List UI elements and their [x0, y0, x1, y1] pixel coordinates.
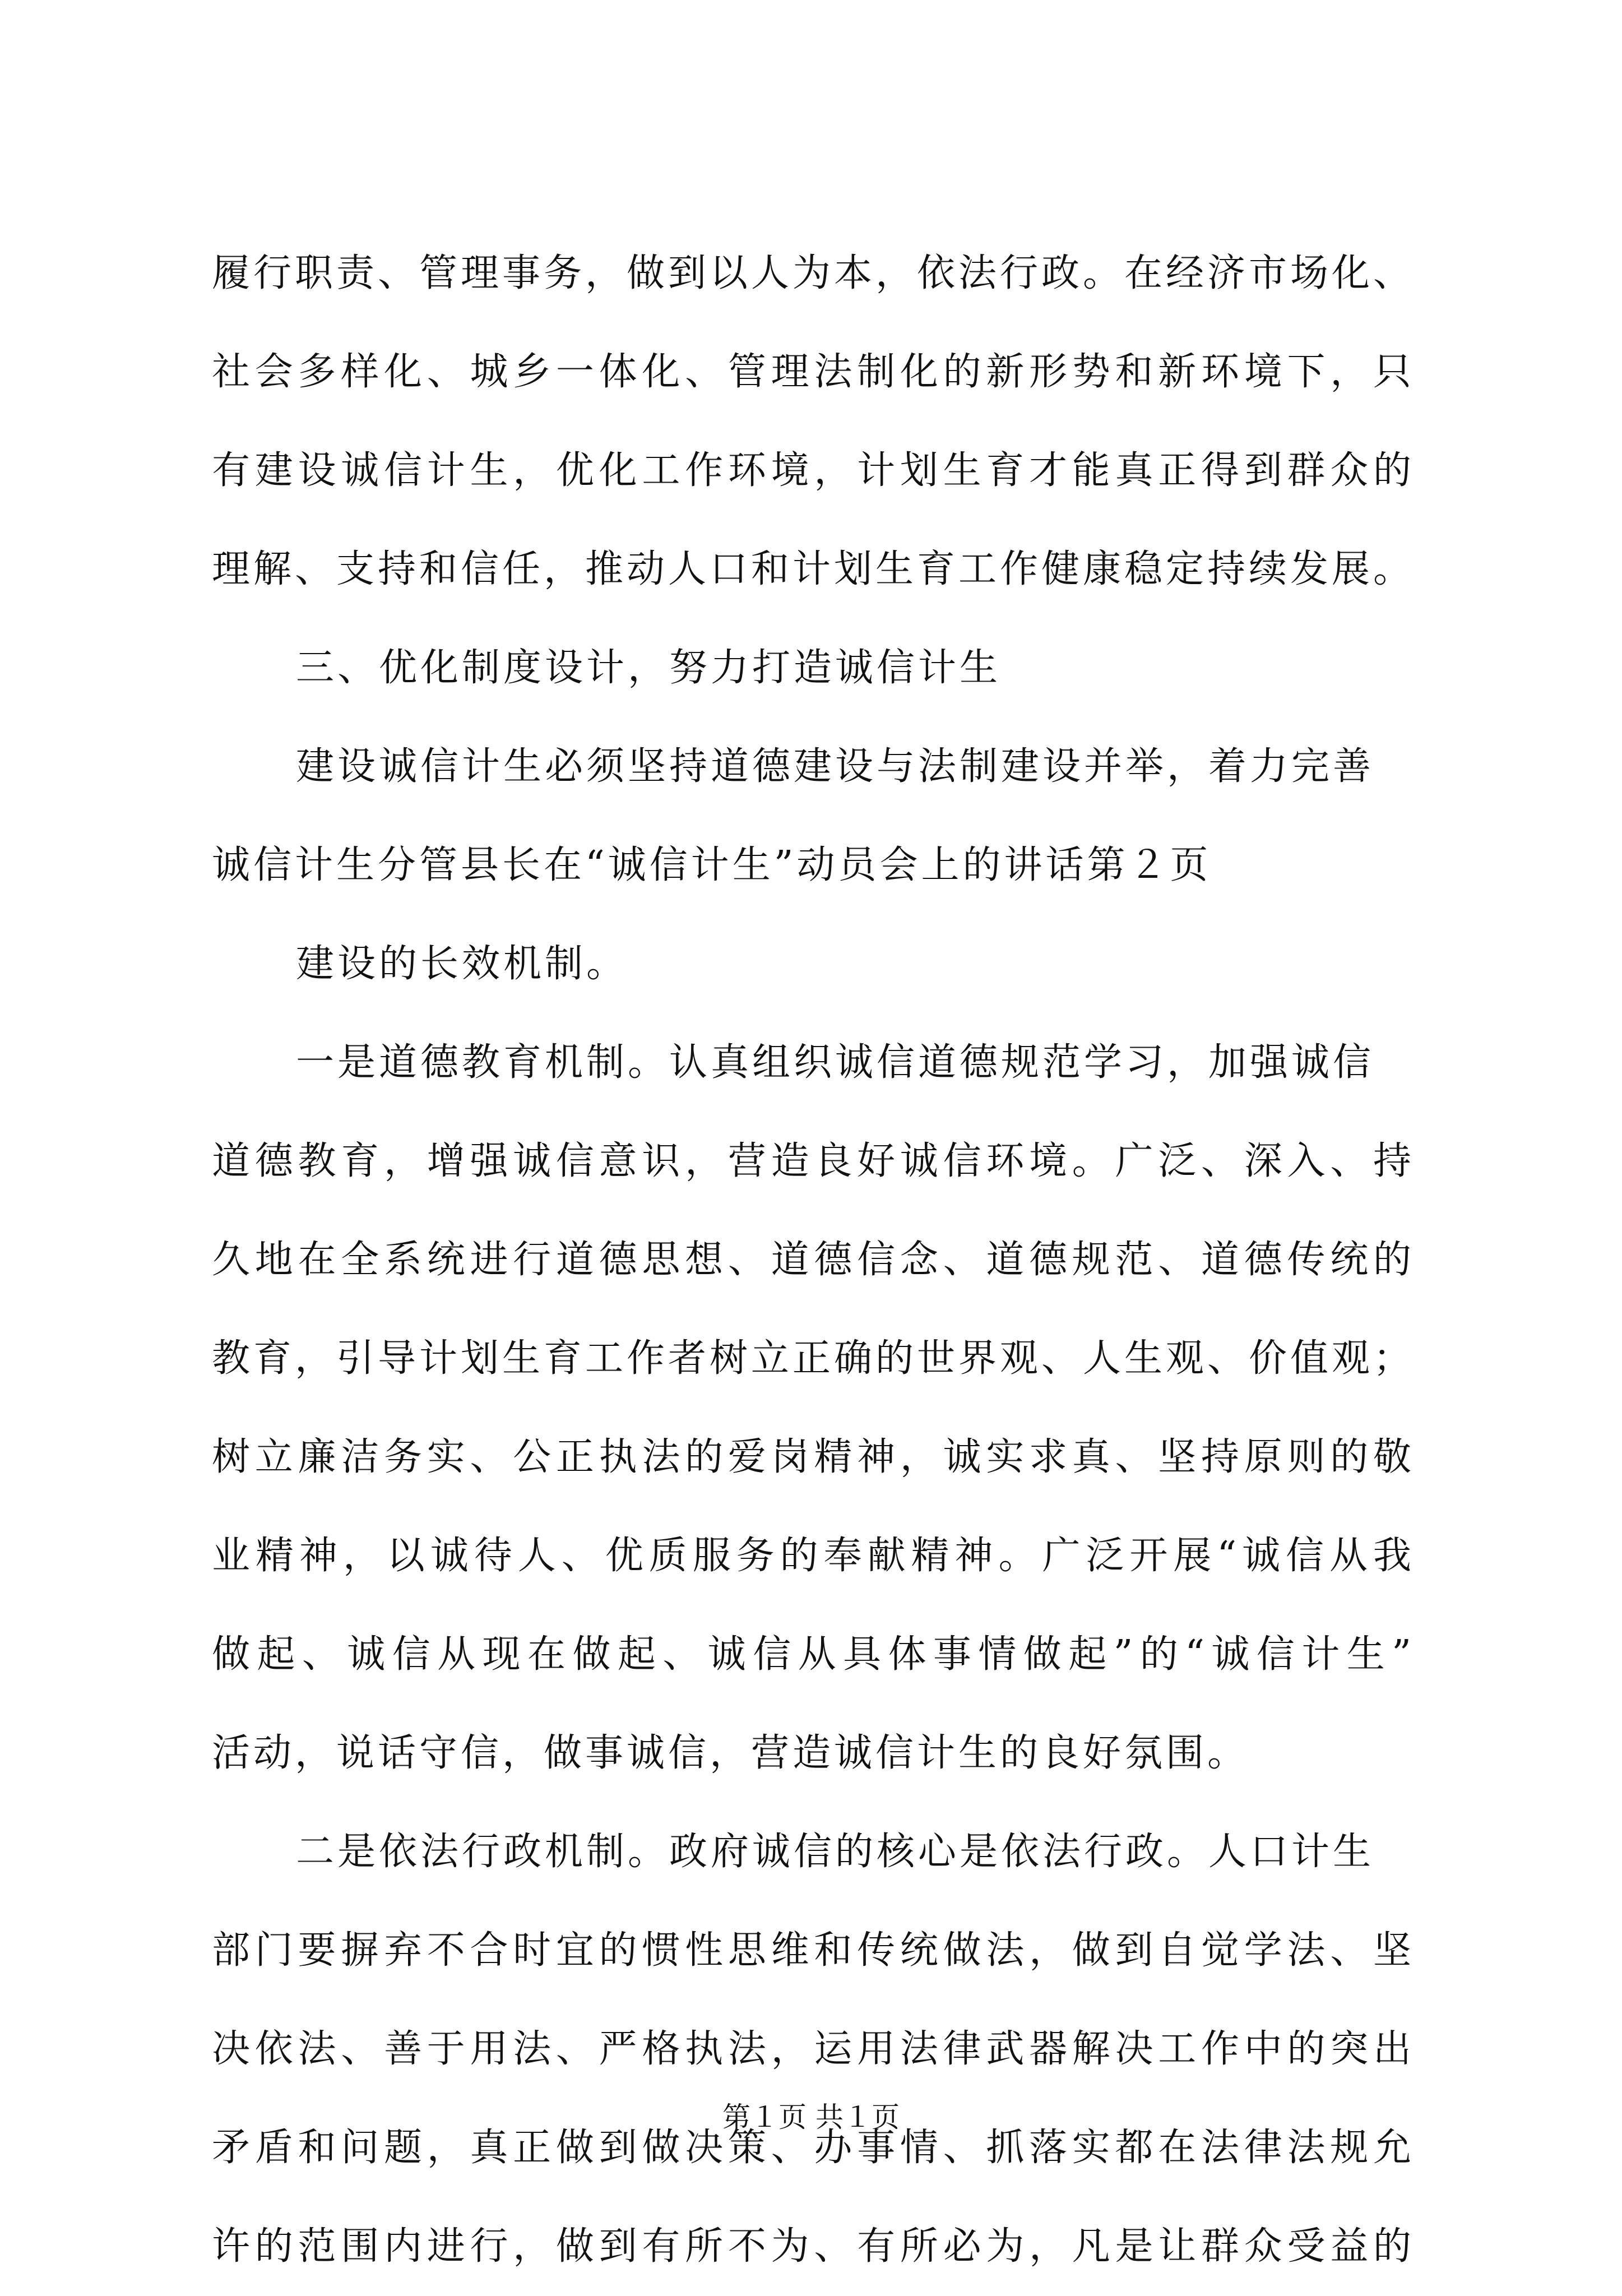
paragraph-line: 道德教育，增强诚信意识，营造良好诚信环境。广泛、深入、持 — [212, 1139, 1411, 1183]
paragraph-line: 业精神，以诚待人、优质服务的奉献精神。广泛开展“诚信从我 — [212, 1534, 1411, 1578]
document-body — [212, 224, 1411, 2296]
paragraph-line: 履行职责、管理事务，做到以人为本，依法行政。在经济市场化、 — [212, 251, 1411, 295]
paragraph-line: 做起、诚信从现在做起、诚信从具体事情做起”的“诚信计生” — [212, 1632, 1411, 1677]
paragraph-line: 建设诚信计生必须坚持道德建设与法制建设并举，着力完善 — [296, 744, 1375, 789]
paragraph-line: 诚信计生分管县长在“诚信计生”动员会上的讲话第２页 — [212, 843, 1212, 887]
paragraph-line: 社会多样化、城乡一体化、管理法制化的新形势和新环境下，只 — [212, 350, 1411, 394]
paragraph-line: 活动，说话守信，做事诚信，营造诚信计生的良好氛围。 — [212, 1731, 1249, 1775]
paragraph-line: 有建设诚信计生，优化工作环境，计划生育才能真正得到群众的 — [212, 448, 1411, 493]
paragraph-line: 许的范围内进行，做到有所不为、有所必为，凡是让群众受益的 — [212, 2224, 1411, 2269]
paragraph-line: 二是依法行政机制。政府诚信的核心是依法行政。人口计生 — [296, 1830, 1375, 1874]
paragraph-line: 一是道德教育机制。认真组织诚信道德规范学习，加强诚信 — [296, 1040, 1375, 1085]
paragraph-line: 理解、支持和信任，推动人口和计划生育工作健康稳定持续发展。 — [212, 547, 1411, 591]
paragraph-line: 建设的长效机制。 — [296, 942, 628, 986]
paragraph-line: 久地在全系统进行道德思想、道德信念、道德规范、道德传统的 — [212, 1238, 1411, 1282]
paragraph-line: 教育，引导计划生育工作者树立正确的世界观、人生观、价值观； — [212, 1336, 1411, 1381]
paragraph-line: 部门要摒弃不合时宜的惯性思维和传统做法，做到自觉学法、坚 — [212, 1928, 1411, 1973]
paragraph-line: 矛盾和问题，真正做到做决策、办事情、抓落实都在法律法规允 — [212, 2126, 1411, 2170]
section-heading: 三、优化制度设计，努力打造诚信计生 — [296, 646, 1002, 690]
paragraph-line: 决依法、善于用法、严格执法，运用法律武器解决工作中的突出 — [212, 2027, 1411, 2071]
paragraph-line: 树立廉洁务实、公正执法的爱岗精神，诚实求真、坚持原则的敬 — [212, 1435, 1411, 1479]
page-footer: 第１页 共１页 — [722, 2101, 900, 2133]
